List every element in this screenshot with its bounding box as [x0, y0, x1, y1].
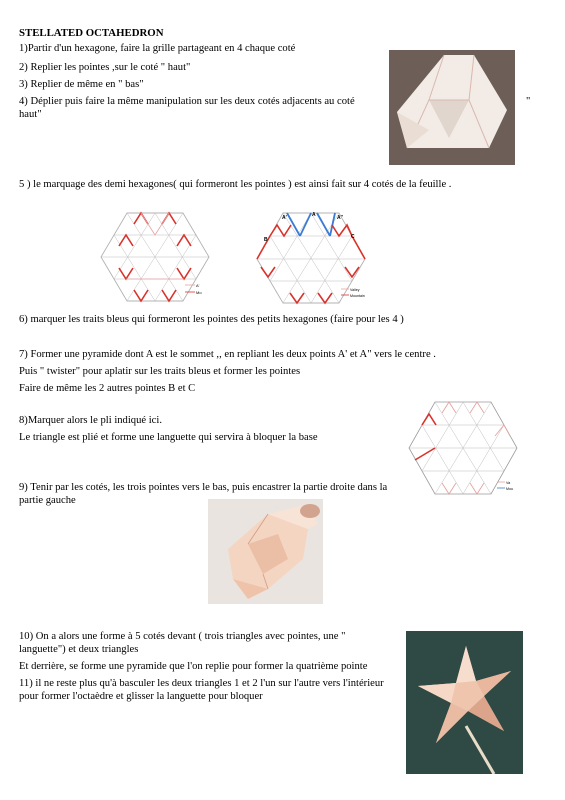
step-8-triangle: Le triangle est plié et forme une languette qui servira à bloquer la base [19, 432, 318, 443]
label-a-prime: A' [282, 215, 287, 221]
step-9: 9) Tenir par les cotés, les trois pointes vers le bas, puis encastrer la partie droite dans la partie gauche [19, 482, 388, 506]
hexagon-diagram-3 [405, 398, 523, 498]
step-8: 8)Marquer alors le pli indiqué ici. [19, 415, 162, 426]
page-title: STELLATED OCTAHEDRON [19, 27, 164, 39]
step-6: 6) marquer les traits bleus qui formeront les pointes des petits hexagones (faire pour les 4 ) [19, 314, 404, 325]
label-c: C [351, 234, 355, 240]
label-a: A [312, 212, 316, 218]
label-a-second: A'' [337, 215, 343, 221]
photo-stellated-octahedron [406, 631, 523, 774]
diagram-3-legend-b: Mou [506, 487, 513, 491]
photo-folded-triangle [389, 50, 515, 165]
diagram-3-legend-a: Va [506, 481, 511, 485]
step-7-twist: Puis " twister" pour aplatir sur les traits bleus et former les pointes [19, 366, 301, 377]
diagram-1-legend-b: Mo [196, 290, 202, 295]
step-2: 2) Replier les pointes ,sur le coté " haut" [19, 62, 191, 73]
hexagon-diagram-2 [255, 207, 367, 307]
hexagon-diagram-1 [99, 210, 211, 304]
step-4-quote: " [526, 96, 531, 107]
diagram-1-legend-a: A' [196, 283, 200, 288]
step-10-behind: Et derrière, se forme une pyramide que l'on replie pour former la quatrième pointe [19, 661, 368, 672]
step-7: 7) Former une pyramide dont A est le sommet ,, en repliant les deux points A' et A" vers le centre . [19, 349, 436, 360]
label-b: B [264, 237, 268, 243]
step-11: 11) il ne reste plus qu'à basculer les deux triangles 1 et 2 l'un sur l'autre vers l'intérieur pour former l'octaèdre et glisser la languette pour bloquer [19, 678, 384, 702]
legend-valley: Valley [350, 288, 360, 292]
step-1: 1)Partir d'un hexagone, faire la grille partageant en 4 chaque coté [19, 43, 296, 54]
step-4-continued: haut" [19, 109, 42, 120]
legend-mountain: Mountain [350, 294, 365, 298]
step-7-repeat: Faire de même les 2 autres pointes B et C [19, 383, 196, 394]
step-3: 3) Replier de même en " bas" [19, 79, 144, 90]
step-5: 5 ) le marquage des demi hexagones( qui formeront les pointes ) est ainsi fait sur 4 cotés de la feuille . [19, 179, 452, 190]
step-4: 4) Déplier puis faire la même manipulation sur les deux cotés adjacents au coté [19, 96, 355, 107]
photo-folding-hand [208, 499, 323, 604]
step-10: 10) On a alors une forme à 5 cotés devant ( trois triangles avec pointes, une " languette") et deux triangles [19, 631, 346, 655]
